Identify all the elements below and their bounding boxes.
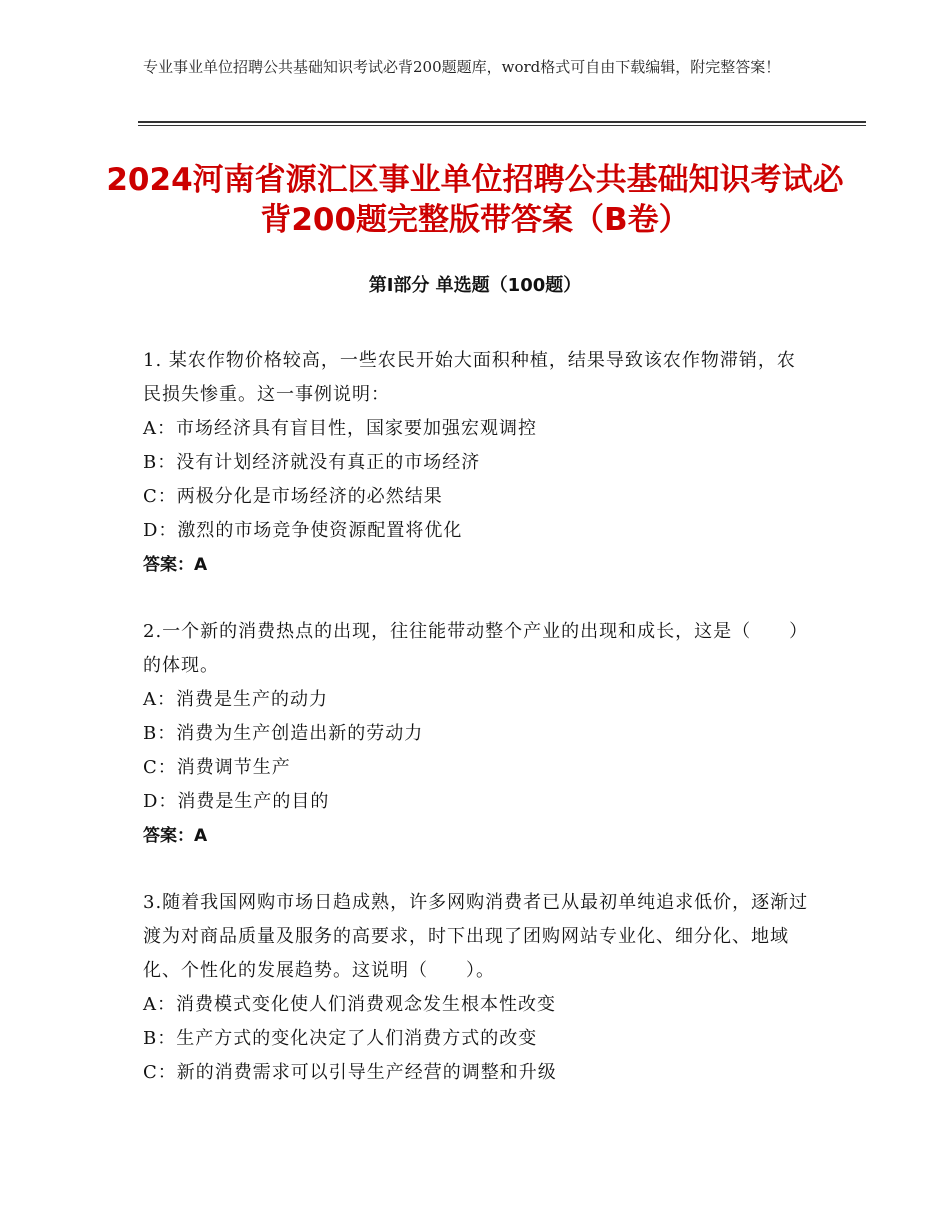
- question-3: [143, 886, 813, 1090]
- option-b: B：生产方式的变化决定了人们消费方式的改变: [143, 1028, 538, 1049]
- option-a: A：消费模式变化使人们消费观念发生根本性改变: [143, 994, 556, 1015]
- question-stem: 3.随着我国网购市场日趋成熟，许多网购消费者已从最初单纯追求低价，逐渐过渡为对商品质量及服务的高要求，时下出现了团购网站专业化、细分化、地域化、个性化的发展趋势。这说明（ ）。: [143, 892, 809, 981]
- question-list: [143, 344, 813, 1123]
- question-stem: 2.一个新的消费热点的出现，往往能带动整个产业的出现和成长，这是（ ）的体现。: [143, 621, 809, 676]
- header-note: 专业事业单位招聘公共基础知识考试必背200题题库，word格式可自由下载编辑，附完整答案！: [143, 58, 781, 76]
- option-b: B：没有计划经济就没有真正的市场经济: [143, 452, 481, 473]
- answer-line: 答案：A: [143, 555, 208, 575]
- option-a: A：消费是生产的动力: [143, 689, 328, 710]
- option-a: A：市场经济具有盲目性，国家要加强宏观调控: [143, 418, 537, 439]
- option-d: D：激烈的市场竞争使资源配置将优化: [143, 520, 463, 541]
- option-d: D：消费是生产的目的: [143, 791, 330, 812]
- question-2: [143, 615, 813, 853]
- option-c: C：新的消费需求可以引导生产经营的调整和升级: [143, 1062, 557, 1083]
- question-stem: 1. 某农作物价格较高，一些农民开始大面积种植，结果导致该农作物滞销，农民损失惨重。这一事例说明：: [143, 350, 796, 405]
- option-c: C：消费调节生产: [143, 757, 291, 778]
- question-1: [143, 344, 813, 582]
- section-title: 第Ⅰ部分 单选题（100题）: [368, 275, 582, 296]
- option-c: C：两极分化是市场经济的必然结果: [143, 486, 443, 507]
- document-title: 2024河南省源汇区事业单位招聘公共基础知识考试必背200题完整版带答案（B卷）: [106, 162, 844, 238]
- answer-line: 答案：A: [143, 826, 208, 846]
- header-divider-thin: [138, 125, 866, 126]
- option-b: B：消费为生产创造出新的劳动力: [143, 723, 424, 744]
- header-divider-thick: [138, 121, 866, 123]
